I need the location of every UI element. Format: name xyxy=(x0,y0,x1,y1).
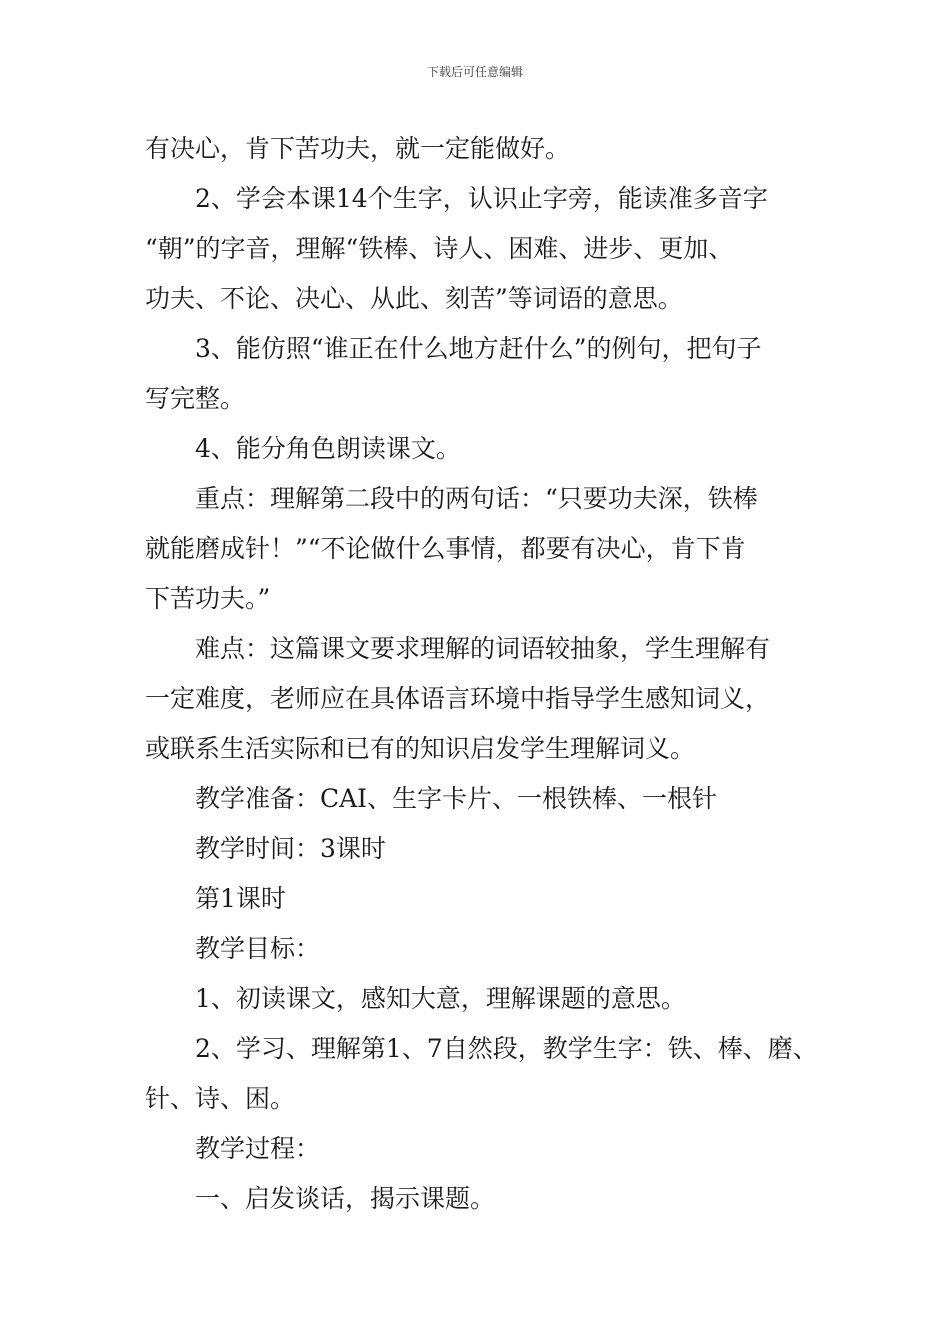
page-header-note: 下载后可任意编辑 xyxy=(426,65,523,79)
text-line: 教学时间：3课时 xyxy=(195,834,386,863)
text-line: 一定难度，老师应在具体语言环境中指导学生感知词义， xyxy=(145,684,771,713)
text-line: 教学准备：CAI、生字卡片、一根铁棒、一根针 xyxy=(195,784,718,813)
text-line: 功夫、不论、决心、从此、刻苦”等词语的意思。 xyxy=(145,284,683,313)
text-line: “朝”的字音，理解“铁棒、诗人、困难、进步、更加、 xyxy=(145,234,734,263)
document-body xyxy=(145,124,818,1224)
text-line: 2、学会本课14个生字，认识止字旁，能读准多音字 xyxy=(195,184,768,213)
text-line: 或联系生活实际和已有的知识启发学生理解词义。 xyxy=(145,734,696,763)
text-line: 有决心，肯下苦功夫，就一定能做好。 xyxy=(145,134,571,163)
text-line: 重点：理解第二段中的两句话：“只要功夫深，铁棒 xyxy=(195,484,758,513)
text-line: 1、初读课文，感知大意，理解课题的意思。 xyxy=(195,984,686,1013)
text-line: 针、诗、困。 xyxy=(145,1084,296,1113)
text-line: 4、能分角色朗读课文。 xyxy=(195,434,461,463)
text-line: 一、启发谈话，揭示课题。 xyxy=(195,1184,496,1213)
text-line: 下苦功夫。” xyxy=(145,584,271,613)
text-line: 难点：这篇课文要求理解的词语较抽象，学生理解有 xyxy=(195,634,771,663)
text-line: 3、能仿照“谁正在什么地方赶什么”的例句，把句子 xyxy=(195,334,762,363)
text-line: 写完整。 xyxy=(145,384,246,413)
text-line: 教学过程： xyxy=(195,1134,321,1163)
text-line: 第1课时 xyxy=(195,884,286,913)
text-line: 就能磨成针！”“不论做什么事情，都要有决心，肯下肯 xyxy=(145,534,746,563)
text-line: 教学目标： xyxy=(195,934,321,963)
text-line: 2、学习、理解第1、7自然段，教学生字：铁、棒、磨、 xyxy=(195,1034,818,1063)
